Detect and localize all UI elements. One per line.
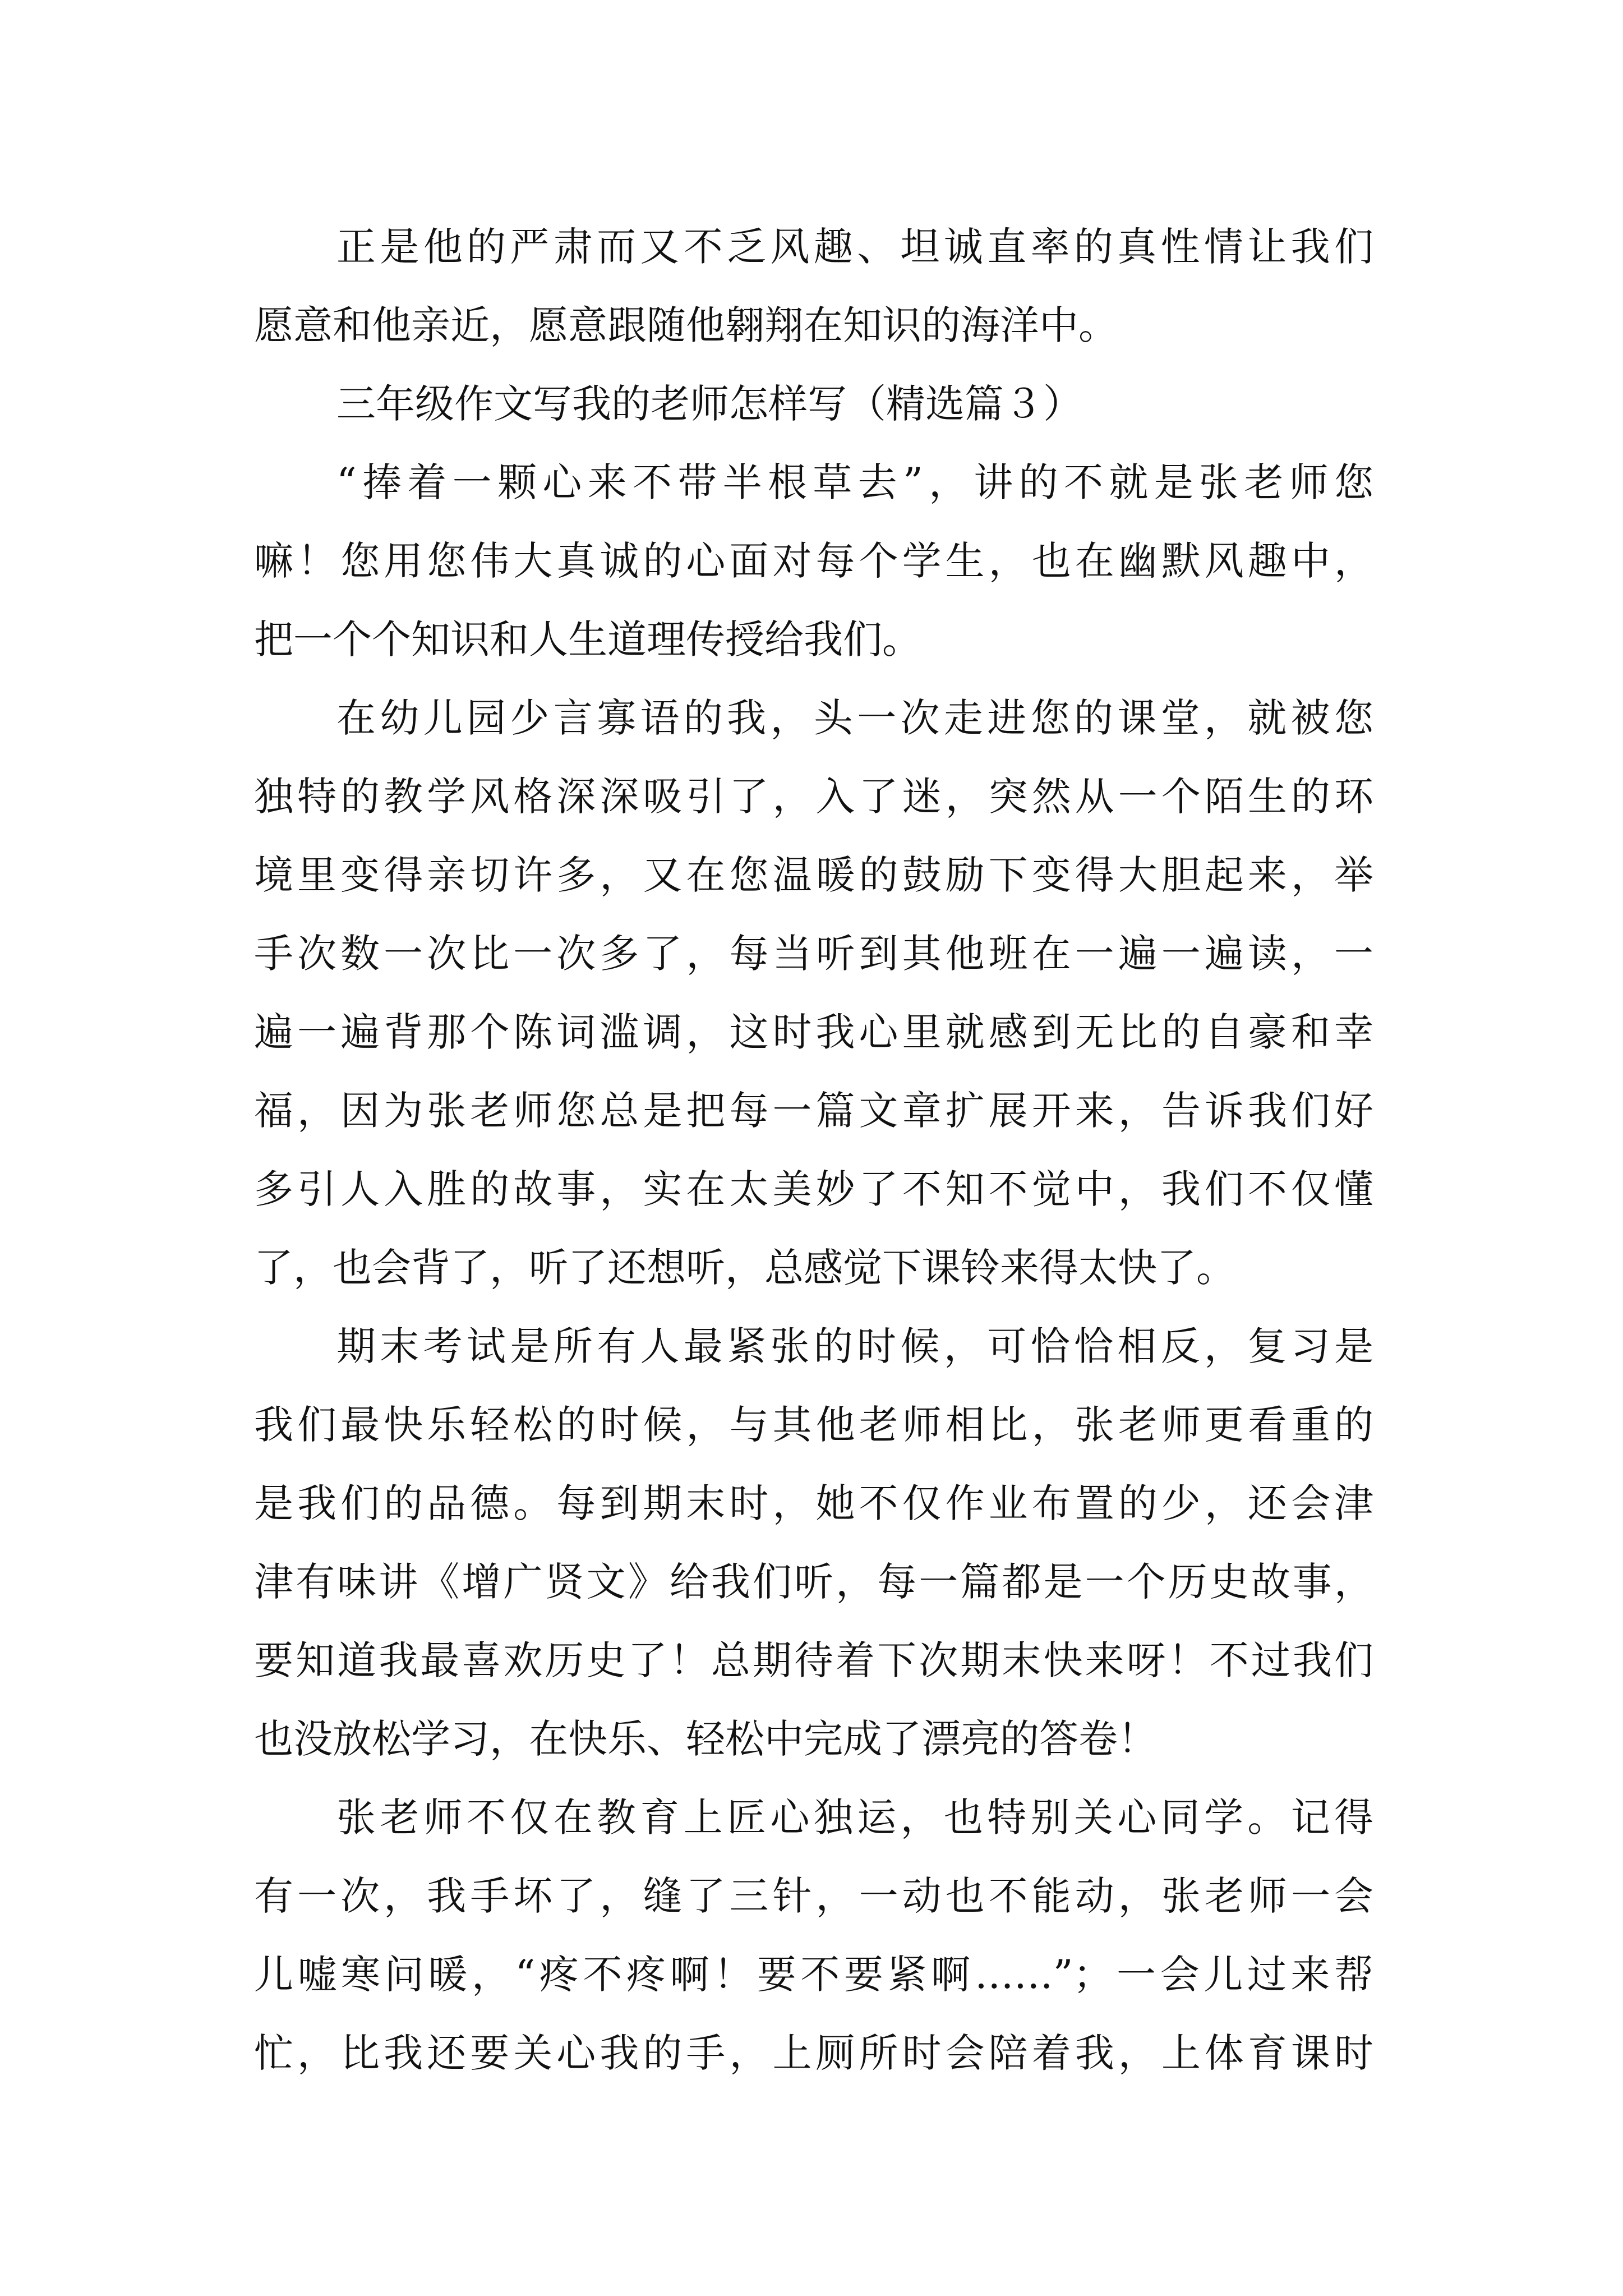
paragraph-3-line-3: 境里变得亲切许多，又在您温暖的鼓励下变得大胆起来，举 (254, 852, 1373, 898)
paragraph-4-line-1: 期末考试是所有人最紧张的时候，可恰恰相反，复习是 (336, 1323, 1373, 1369)
paragraph-3-line-6: 福，因为张老师您总是把每一篇文章扩展开来，告诉我们好 (254, 1088, 1373, 1134)
paragraph-5-line-1: 张老师不仅在教育上匠心独运，也特别关心同学。记得 (336, 1795, 1373, 1841)
paragraph-3-line-7: 多引人入胜的故事，实在太美妙了不知不觉中，我们不仅懂 (254, 1166, 1373, 1212)
paragraph-3-line-4: 手次数一次比一次多了，每当听到其他班在一遍一遍读，一 (254, 931, 1373, 977)
paragraph-5-line-2: 有一次，我手坏了，缝了三针，一动也不能动，张老师一会 (254, 1873, 1373, 1919)
paragraph-2-line-3: 把一个个知识和人生道理传授给我们。 (254, 616, 921, 662)
paragraph-3-line-1: 在幼儿园少言寡语的我，头一次走进您的课堂，就被您 (336, 695, 1373, 741)
paragraph-4-line-6: 也没放松学习，在快乐、轻松中完成了漂亮的答卷！ (254, 1716, 1157, 1762)
paragraph-5-line-3: 儿嘘寒问暖，“疼不疼啊！要不要紧啊……”；一会儿过来帮 (254, 1952, 1373, 1998)
paragraph-5-line-4: 忙，比我还要关心我的手，上厕所时会陪着我，上体育课时 (254, 2030, 1373, 2076)
paragraph-3-line-5: 遍一遍背那个陈词滥调，这时我心里就感到无比的自豪和幸 (254, 1009, 1373, 1055)
paragraph-3-line-8: 了，也会背了，听了还想听，总感觉下课铃来得太快了。 (254, 1245, 1235, 1291)
paragraph-2-line-1: “捧着一颗心来不带半根草去”，讲的不就是张老师您 (336, 459, 1373, 505)
paragraph-2-line-2: 嘛！您用您伟大真诚的心面对每个学生，也在幽默风趣中， (254, 538, 1373, 584)
paragraph-4-line-2: 我们最快乐轻松的时候，与其他老师相比，张老师更看重的 (254, 1402, 1373, 1448)
section-heading: 三年级作文写我的老师怎样写（精选篇３） (336, 381, 1082, 427)
paragraph-1-line-2: 愿意和他亲近，愿意跟随他翱翔在知识的海洋中。 (254, 302, 1118, 348)
paragraph-4-line-5: 要知道我最喜欢历史了！总期待着下次期末快来呀！不过我们 (254, 1637, 1373, 1683)
paragraph-4-line-3: 是我们的品德。每到期末时，她不仅作业布置的少，还会津 (254, 1480, 1373, 1526)
paragraph-3-line-2: 独特的教学风格深深吸引了，入了迷，突然从一个陌生的环 (254, 774, 1373, 820)
paragraph-4-line-4: 津有味讲《增广贤文》给我们听，每一篇都是一个历史故事， (254, 1559, 1373, 1605)
paragraph-1-line-1: 正是他的严肃而又不乏风趣、坦诚直率的真性情让我们 (336, 224, 1373, 270)
